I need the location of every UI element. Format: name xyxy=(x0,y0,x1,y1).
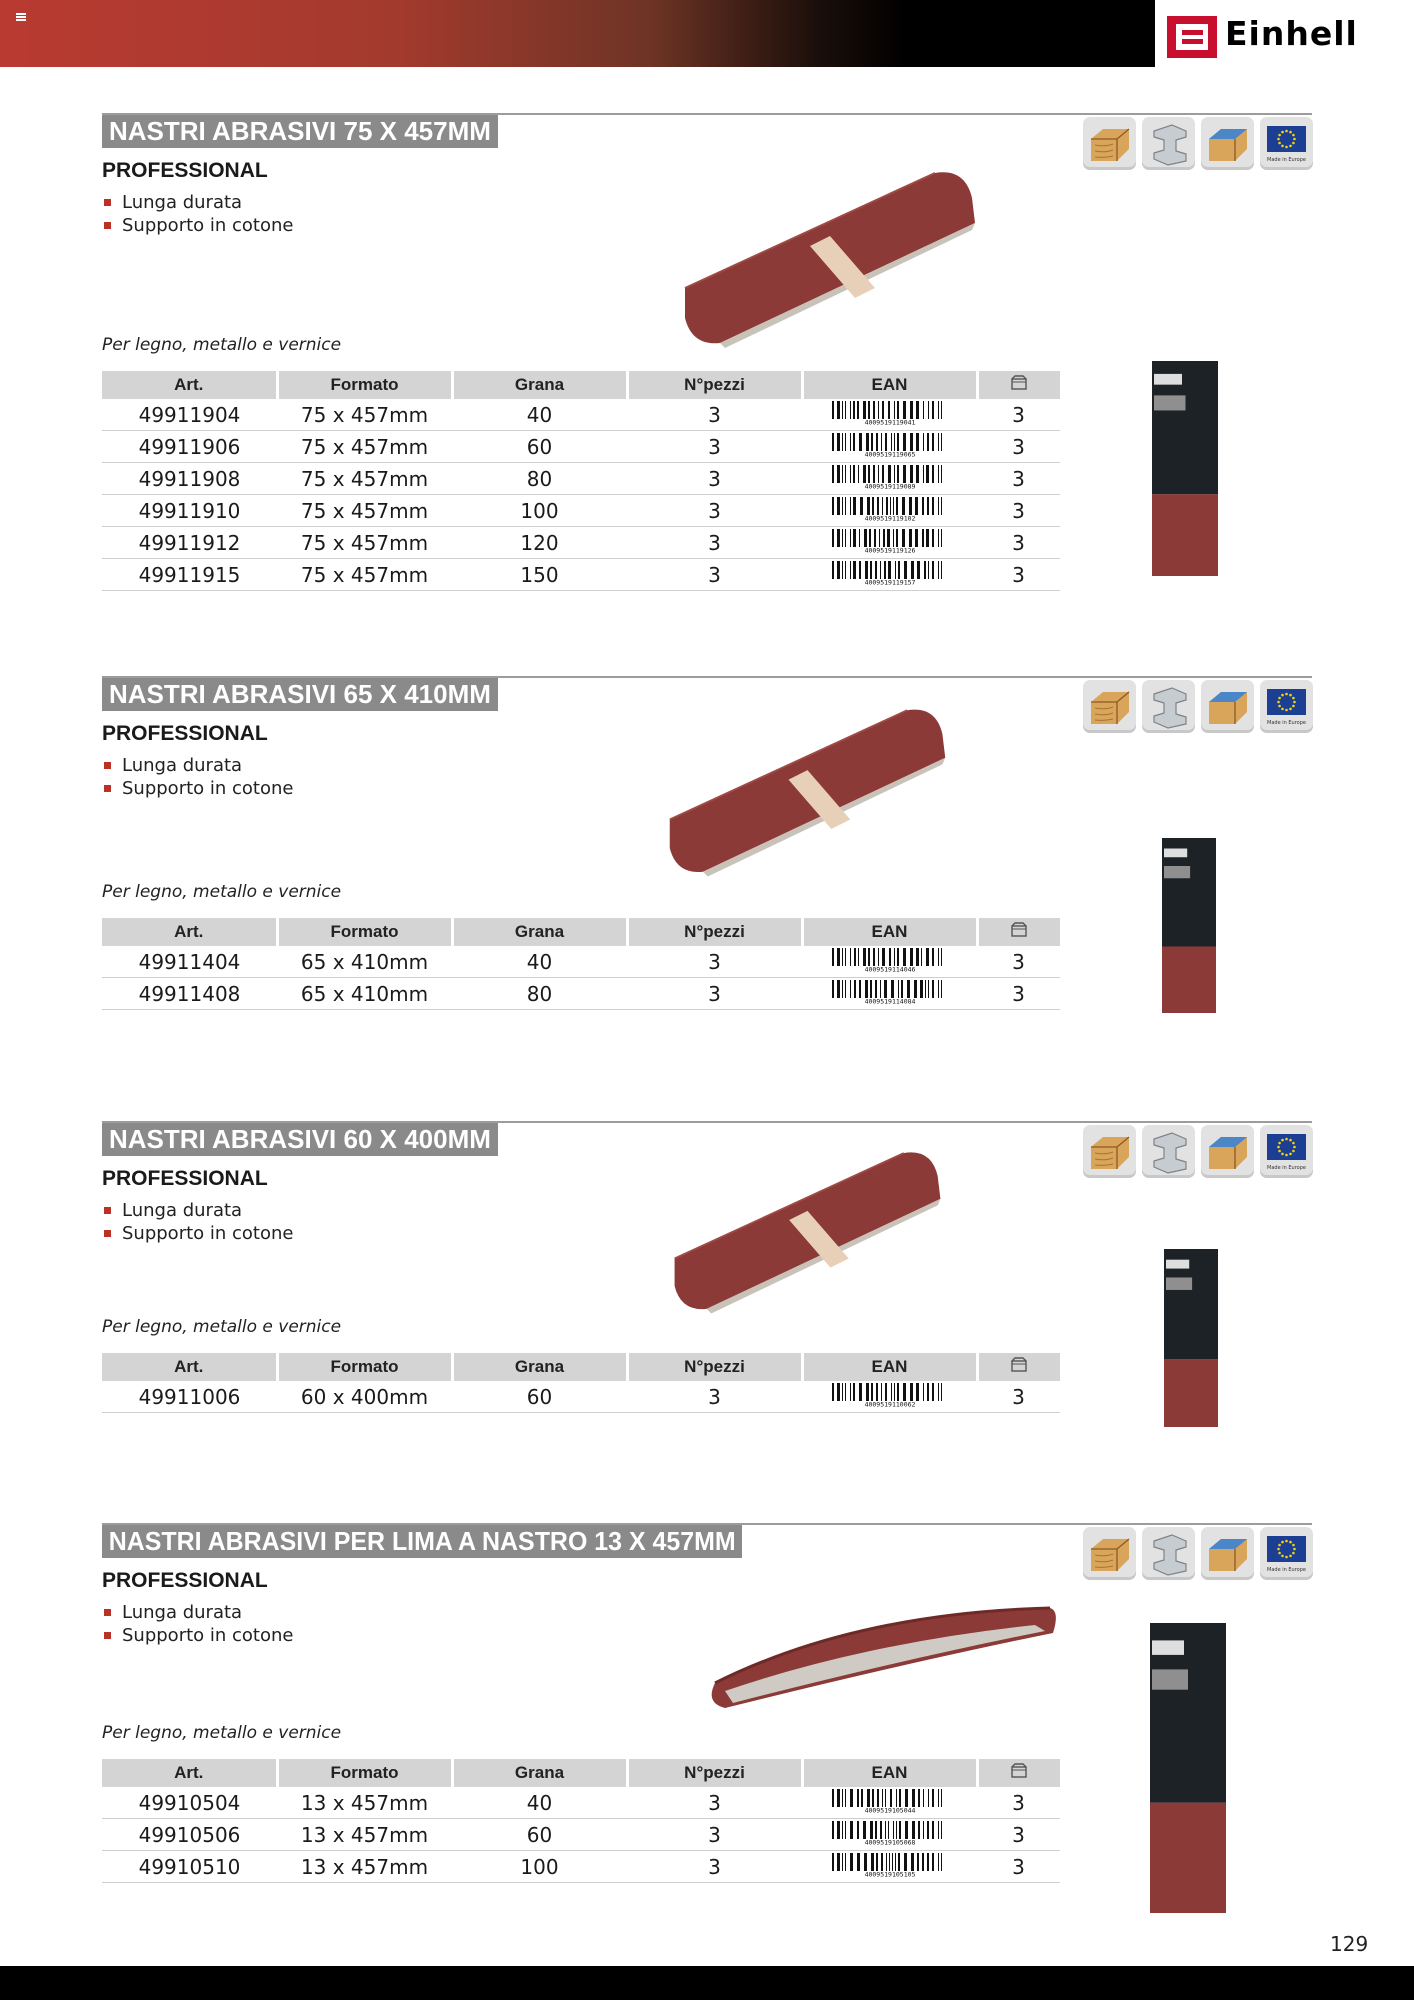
cell-pezzi: 3 xyxy=(627,946,802,978)
feature-list xyxy=(102,191,293,237)
product-section xyxy=(0,1121,1414,1413)
footer-bar xyxy=(0,1966,1414,2000)
cell-ean xyxy=(802,978,977,1010)
feature-item: Lunga durata xyxy=(102,1199,293,1222)
svg-text:4009519119065: 4009519119065 xyxy=(864,450,915,457)
feature-item: Lunga durata xyxy=(102,191,293,214)
feature-item: Supporto in cotone xyxy=(102,777,293,800)
cell-pack: 3 xyxy=(977,1851,1060,1883)
column-header-ean: EAN xyxy=(802,1353,977,1381)
column-header-ean: EAN xyxy=(802,918,977,946)
svg-text:4009519114084: 4009519114084 xyxy=(864,997,915,1004)
usage-note: Per legno, metallo e vernice xyxy=(102,1723,342,1743)
svg-text:4009519119126: 4009519119126 xyxy=(864,546,915,553)
metal-icon xyxy=(1142,680,1195,733)
cell-art: 49911404 xyxy=(102,946,277,978)
page-number: 129 xyxy=(1330,1932,1369,1956)
cell-ean xyxy=(802,463,977,495)
feature-list xyxy=(102,754,293,800)
cell-grana: 40 xyxy=(452,399,627,431)
section-title: NASTRI ABRASIVI 75 X 457MM xyxy=(102,115,498,148)
paint-icon xyxy=(1201,117,1254,170)
ean-barcode xyxy=(830,433,950,462)
einhell-mark-icon xyxy=(1167,16,1217,58)
column-header-pack xyxy=(977,1759,1060,1787)
cell-pezzi: 3 xyxy=(627,1819,802,1851)
column-header-npezzi: N°pezzi xyxy=(627,1353,802,1381)
cell-pack: 3 xyxy=(977,1787,1060,1819)
ean-barcode xyxy=(830,497,950,526)
product-section xyxy=(0,113,1414,587)
column-header-grana: Grana xyxy=(452,918,627,946)
cell-pack: 3 xyxy=(977,463,1060,495)
cell-formato: 75 x 457mm xyxy=(277,431,452,463)
sanding-belt-image xyxy=(680,168,980,348)
cell-grana: 150 xyxy=(452,559,627,591)
ean-barcode xyxy=(830,401,950,430)
cell-pack: 3 xyxy=(977,527,1060,559)
cell-pezzi: 3 xyxy=(627,1381,802,1413)
made-in-europe-icon xyxy=(1260,1527,1313,1580)
table-row xyxy=(102,1381,1060,1413)
material-icons xyxy=(1083,1527,1315,1583)
cell-formato: 75 x 457mm xyxy=(277,559,452,591)
paint-icon xyxy=(1201,1527,1254,1580)
cell-pack: 3 xyxy=(977,1381,1060,1413)
cell-art: 49911006 xyxy=(102,1381,277,1413)
wood-icon xyxy=(1083,117,1136,170)
table-row xyxy=(102,1787,1060,1819)
package-box-icon xyxy=(1010,375,1028,396)
table-row xyxy=(102,527,1060,559)
ean-barcode xyxy=(830,1821,950,1850)
column-header-art: Art. xyxy=(102,1759,277,1787)
column-header-ean: EAN xyxy=(802,1759,977,1787)
package-box-icon xyxy=(1010,1357,1028,1378)
cell-ean xyxy=(802,1381,977,1413)
product-package-image xyxy=(1160,838,1218,1013)
cell-grana: 60 xyxy=(452,1381,627,1413)
column-header-ean: EAN xyxy=(802,371,977,399)
ean-barcode xyxy=(830,980,950,1009)
cell-art: 49911906 xyxy=(102,431,277,463)
cell-art: 49911408 xyxy=(102,978,277,1010)
column-header-grana: Grana xyxy=(452,1759,627,1787)
cell-art: 49911912 xyxy=(102,527,277,559)
table-header-row xyxy=(102,1353,1060,1381)
svg-text:4009519119102: 4009519119102 xyxy=(864,514,915,521)
wood-icon xyxy=(1083,680,1136,733)
section-title: NASTRI ABRASIVI PER LIMA A NASTRO 13 X 457MM xyxy=(102,1525,742,1558)
cell-formato: 75 x 457mm xyxy=(277,463,452,495)
svg-text:4009519105068: 4009519105068 xyxy=(864,1838,915,1845)
cell-formato: 75 x 457mm xyxy=(277,495,452,527)
cell-ean xyxy=(802,431,977,463)
column-header-formato: Formato xyxy=(277,371,452,399)
feature-list xyxy=(102,1601,293,1647)
cell-formato: 60 x 400mm xyxy=(277,1381,452,1413)
cell-pezzi: 3 xyxy=(627,399,802,431)
usage-note: Per legno, metallo e vernice xyxy=(102,882,342,902)
column-header-pack xyxy=(977,371,1060,399)
table-header-row xyxy=(102,371,1060,399)
column-header-grana: Grana xyxy=(452,1353,627,1381)
made-in-europe-icon xyxy=(1260,117,1313,170)
cell-pack: 3 xyxy=(977,1819,1060,1851)
cell-formato: 65 x 410mm xyxy=(277,946,452,978)
cell-art: 49911915 xyxy=(102,559,277,591)
section-subtitle: PROFESSIONAL xyxy=(102,1167,268,1190)
cell-formato: 65 x 410mm xyxy=(277,978,452,1010)
cell-art: 49911908 xyxy=(102,463,277,495)
package-box-icon xyxy=(1010,1763,1028,1784)
svg-text:Made in Europe: Made in Europe xyxy=(1267,157,1306,163)
cell-ean xyxy=(802,1851,977,1883)
cell-pack: 3 xyxy=(977,431,1060,463)
cell-pezzi: 3 xyxy=(627,1787,802,1819)
feature-item: Lunga durata xyxy=(102,754,293,777)
column-header-grana: Grana xyxy=(452,371,627,399)
product-package-image xyxy=(1162,1249,1220,1427)
cell-ean xyxy=(802,1819,977,1851)
cell-ean xyxy=(802,1787,977,1819)
ean-barcode xyxy=(830,1853,950,1882)
cell-pezzi: 3 xyxy=(627,463,802,495)
table-row xyxy=(102,946,1060,978)
column-header-pack xyxy=(977,1353,1060,1381)
cell-ean xyxy=(802,527,977,559)
cell-pack: 3 xyxy=(977,978,1060,1010)
column-header-formato: Formato xyxy=(277,1759,452,1787)
cell-formato: 75 x 457mm xyxy=(277,399,452,431)
table-row xyxy=(102,1851,1060,1883)
cell-ean xyxy=(802,495,977,527)
usage-note: Per legno, metallo e vernice xyxy=(102,335,342,355)
feature-item: Supporto in cotone xyxy=(102,214,293,237)
svg-text:4009519105105: 4009519105105 xyxy=(864,1870,915,1877)
column-header-art: Art. xyxy=(102,371,277,399)
feature-item: Lunga durata xyxy=(102,1601,293,1624)
cell-art: 49911910 xyxy=(102,495,277,527)
section-subtitle: PROFESSIONAL xyxy=(102,1569,268,1592)
cell-pezzi: 3 xyxy=(627,559,802,591)
feature-item: Supporto in cotone xyxy=(102,1624,293,1647)
section-title: NASTRI ABRASIVI 65 X 410MM xyxy=(102,678,498,711)
product-package-image xyxy=(1150,361,1220,576)
material-icons xyxy=(1083,1125,1315,1181)
svg-text:Made in Europe: Made in Europe xyxy=(1267,1165,1306,1171)
ean-barcode xyxy=(830,948,950,977)
section-subtitle: PROFESSIONAL xyxy=(102,159,268,182)
ean-barcode xyxy=(830,529,950,558)
cell-pack: 3 xyxy=(977,946,1060,978)
metal-icon xyxy=(1142,117,1195,170)
material-icons xyxy=(1083,117,1315,173)
material-icons xyxy=(1083,680,1315,736)
table-row xyxy=(102,463,1060,495)
cell-pack: 3 xyxy=(977,559,1060,591)
table-row xyxy=(102,431,1060,463)
svg-text:4009519110062: 4009519110062 xyxy=(864,1400,915,1407)
cell-pezzi: 3 xyxy=(627,527,802,559)
column-header-art: Art. xyxy=(102,918,277,946)
product-table xyxy=(102,1353,1060,1413)
cell-ean xyxy=(802,399,977,431)
metal-icon xyxy=(1142,1125,1195,1178)
column-header-art: Art. xyxy=(102,1353,277,1381)
cell-grana: 40 xyxy=(452,1787,627,1819)
cell-pezzi: 3 xyxy=(627,495,802,527)
svg-text:4009519114046: 4009519114046 xyxy=(864,965,915,972)
svg-text:4009519119157: 4009519119157 xyxy=(864,578,915,585)
cell-pack: 3 xyxy=(977,495,1060,527)
cell-pezzi: 3 xyxy=(627,1851,802,1883)
feature-item: Supporto in cotone xyxy=(102,1222,293,1245)
made-in-europe-icon xyxy=(1260,1125,1313,1178)
cell-art: 49911904 xyxy=(102,399,277,431)
brand-name: Einhell xyxy=(1225,14,1358,53)
cell-art: 49910510 xyxy=(102,1851,277,1883)
wood-icon xyxy=(1083,1527,1136,1580)
cell-pezzi: 3 xyxy=(627,978,802,1010)
cell-grana: 60 xyxy=(452,1819,627,1851)
column-header-npezzi: N°pezzi xyxy=(627,1759,802,1787)
cell-ean xyxy=(802,559,977,591)
product-table xyxy=(102,371,1060,591)
cell-grana: 80 xyxy=(452,463,627,495)
cell-ean xyxy=(802,946,977,978)
ean-barcode xyxy=(830,1383,950,1412)
cell-pezzi: 3 xyxy=(627,431,802,463)
made-in-europe-icon xyxy=(1260,680,1313,733)
svg-text:Made in Europe: Made in Europe xyxy=(1267,720,1306,726)
svg-text:Made in Europe: Made in Europe xyxy=(1267,1567,1306,1573)
product-package-image xyxy=(1148,1623,1228,1913)
cell-formato: 13 x 457mm xyxy=(277,1819,452,1851)
cell-art: 49910504 xyxy=(102,1787,277,1819)
table-header-row xyxy=(102,1759,1060,1787)
menu-icon[interactable] xyxy=(16,13,26,21)
ean-barcode xyxy=(830,1789,950,1818)
cell-formato: 75 x 457mm xyxy=(277,527,452,559)
column-header-npezzi: N°pezzi xyxy=(627,371,802,399)
table-row xyxy=(102,399,1060,431)
cell-grana: 80 xyxy=(452,978,627,1010)
product-section xyxy=(0,1523,1414,1879)
section-subtitle: PROFESSIONAL xyxy=(102,722,268,745)
wood-icon xyxy=(1083,1125,1136,1178)
cell-grana: 40 xyxy=(452,946,627,978)
table-header-row xyxy=(102,918,1060,946)
paint-icon xyxy=(1201,680,1254,733)
cell-formato: 13 x 457mm xyxy=(277,1851,452,1883)
sanding-belt-image xyxy=(705,1603,1060,1713)
table-row xyxy=(102,559,1060,591)
paint-icon xyxy=(1201,1125,1254,1178)
product-table xyxy=(102,1759,1060,1883)
cell-grana: 100 xyxy=(452,495,627,527)
brand-logo xyxy=(1155,0,1414,67)
product-section xyxy=(0,676,1414,1008)
table-row xyxy=(102,978,1060,1010)
feature-list xyxy=(102,1199,293,1245)
cell-grana: 100 xyxy=(452,1851,627,1883)
cell-formato: 13 x 457mm xyxy=(277,1787,452,1819)
product-table xyxy=(102,918,1060,1010)
svg-text:4009519119089: 4009519119089 xyxy=(864,482,915,489)
ean-barcode xyxy=(830,465,950,494)
metal-icon xyxy=(1142,1527,1195,1580)
sanding-belt-image xyxy=(670,1141,945,1321)
table-row xyxy=(102,495,1060,527)
usage-note: Per legno, metallo e vernice xyxy=(102,1317,342,1337)
package-box-icon xyxy=(1010,922,1028,943)
cell-grana: 120 xyxy=(452,527,627,559)
table-row xyxy=(102,1819,1060,1851)
ean-barcode xyxy=(830,561,950,590)
cell-pack: 3 xyxy=(977,399,1060,431)
svg-text:4009519119041: 4009519119041 xyxy=(864,418,915,425)
section-title: NASTRI ABRASIVI 60 X 400MM xyxy=(102,1123,498,1156)
sanding-belt-image xyxy=(665,696,950,886)
column-header-npezzi: N°pezzi xyxy=(627,918,802,946)
cell-art: 49910506 xyxy=(102,1819,277,1851)
column-header-formato: Formato xyxy=(277,1353,452,1381)
column-header-formato: Formato xyxy=(277,918,452,946)
cell-grana: 60 xyxy=(452,431,627,463)
svg-text:4009519105044: 4009519105044 xyxy=(864,1806,915,1813)
column-header-pack xyxy=(977,918,1060,946)
